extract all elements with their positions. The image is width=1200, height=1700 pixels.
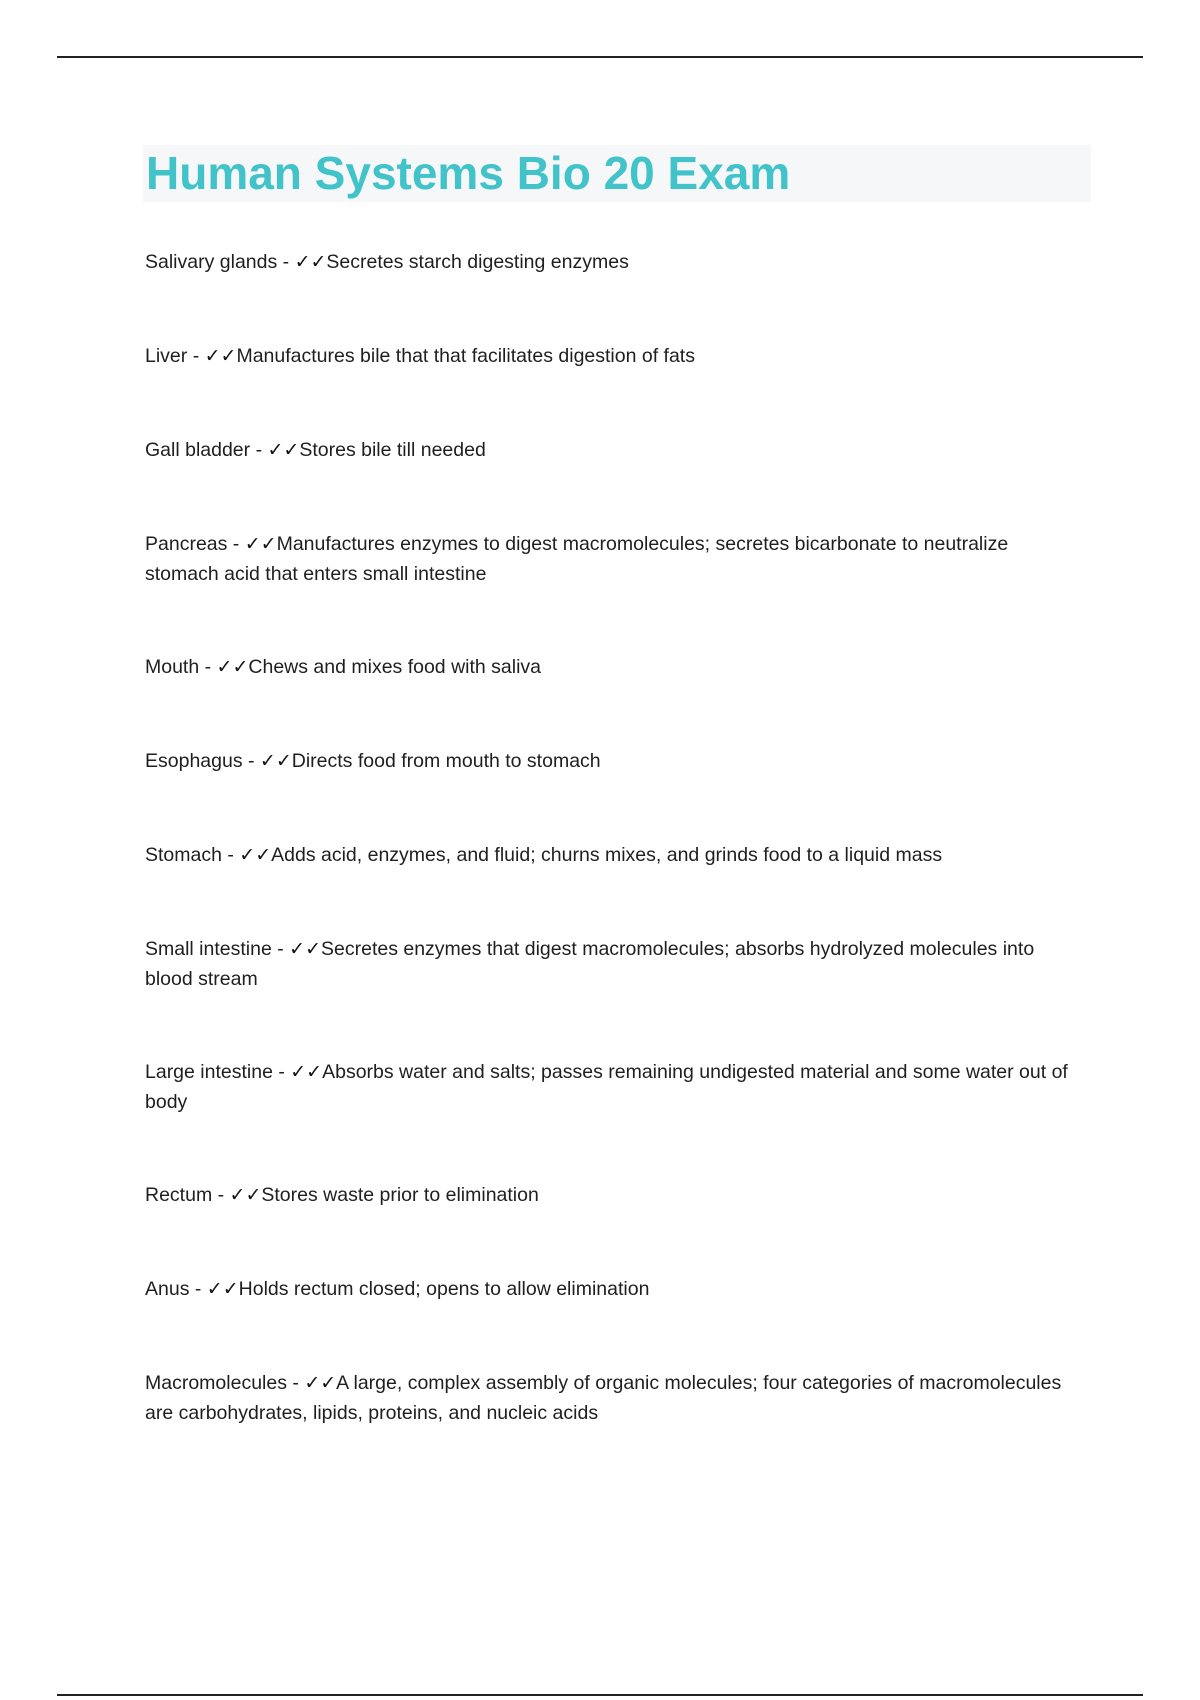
list-item-small-intestine bbox=[145, 934, 1085, 994]
double-check-icon: ✓✓ bbox=[259, 750, 292, 772]
double-check-icon: ✓✓ bbox=[294, 251, 327, 273]
flashcard-list bbox=[145, 247, 1085, 1491]
double-check-icon: ✓✓ bbox=[289, 938, 321, 960]
list-item-pancreas bbox=[145, 529, 1085, 589]
entry-definition: Manufactures enzymes to digest macromolecules; secretes bicarbonate to neutralize stomach acid that enters small intestine bbox=[145, 533, 1009, 585]
entry-separator: - bbox=[221, 844, 240, 866]
entry-separator: - bbox=[212, 1184, 230, 1206]
entry-term: Gall bladder bbox=[145, 439, 251, 461]
entry-term: Large intestine bbox=[145, 1061, 273, 1083]
entry-term: Salivary glands bbox=[145, 251, 278, 273]
entry-definition: A large, complex assembly of organic molecules; four categories of macromolecules are carbohydrates, lipids, proteins, and nucleic acids bbox=[145, 1372, 1062, 1424]
entry-term: Pancreas bbox=[145, 533, 228, 555]
double-check-icon: ✓✓ bbox=[206, 1278, 239, 1300]
entry-term: Mouth bbox=[145, 656, 200, 678]
entry-definition: Absorbs water and salts; passes remaining undigested material and some water out of body bbox=[145, 1061, 1068, 1113]
list-item-stomach bbox=[145, 840, 1085, 870]
list-item-large-intestine bbox=[145, 1057, 1085, 1117]
page-footer-rule bbox=[57, 1694, 1143, 1696]
entry-term: Stomach bbox=[145, 844, 222, 866]
entry-separator: - bbox=[227, 533, 245, 555]
entry-separator: - bbox=[250, 439, 268, 461]
double-check-icon: ✓✓ bbox=[216, 656, 249, 678]
list-item-salivary-glands bbox=[145, 247, 1085, 277]
list-item-macromolecules bbox=[145, 1368, 1085, 1428]
double-check-icon: ✓✓ bbox=[239, 844, 272, 866]
double-check-icon: ✓✓ bbox=[304, 1372, 337, 1394]
entry-separator: - bbox=[189, 1278, 207, 1300]
list-item-mouth bbox=[145, 652, 1085, 682]
entry-term: Macromolecules bbox=[145, 1372, 287, 1394]
entry-separator: - bbox=[286, 1372, 305, 1394]
entry-definition: Directs food from mouth to stomach bbox=[291, 750, 601, 772]
double-check-icon: ✓✓ bbox=[290, 1061, 323, 1083]
entry-term: Small intestine bbox=[145, 938, 272, 960]
double-check-icon: ✓✓ bbox=[267, 439, 300, 461]
entry-definition: Stores waste prior to elimination bbox=[261, 1184, 539, 1206]
entry-separator: - bbox=[187, 345, 205, 367]
entry-definition: Adds acid, enzymes, and fluid; churns mixes, and grinds food to a liquid mass bbox=[271, 844, 943, 866]
entry-definition: Manufactures bile that that facilitates digestion of fats bbox=[236, 345, 695, 367]
entry-term: Anus bbox=[145, 1278, 190, 1300]
entry-definition: Secretes starch digesting enzymes bbox=[326, 251, 629, 273]
list-item-liver bbox=[145, 341, 1085, 371]
list-item-rectum bbox=[145, 1180, 1085, 1210]
entry-separator: - bbox=[277, 251, 295, 273]
entry-separator: - bbox=[272, 1061, 291, 1083]
entry-definition: Secretes enzymes that digest macromolecules; absorbs hydrolyzed molecules into blood stream bbox=[145, 938, 1035, 990]
list-item-anus bbox=[145, 1274, 1085, 1304]
double-check-icon: ✓✓ bbox=[204, 345, 237, 367]
list-item-gall-bladder bbox=[145, 435, 1085, 465]
double-check-icon: ✓✓ bbox=[244, 533, 277, 555]
entry-definition: Holds rectum closed; opens to allow elimination bbox=[238, 1278, 650, 1300]
page-header-rule bbox=[57, 56, 1143, 58]
entry-separator: - bbox=[271, 938, 290, 960]
entry-definition: Stores bile till needed bbox=[299, 439, 486, 461]
entry-separator: - bbox=[242, 750, 260, 772]
list-item-esophagus bbox=[145, 746, 1085, 776]
document-title: Human Systems Bio 20 Exam bbox=[146, 147, 791, 199]
double-check-icon: ✓✓ bbox=[229, 1184, 262, 1206]
entry-separator: - bbox=[199, 656, 217, 678]
entry-term: Esophagus bbox=[145, 750, 243, 772]
entry-term: Liver bbox=[145, 345, 188, 367]
entry-term: Rectum bbox=[145, 1184, 213, 1206]
entry-definition: Chews and mixes food with saliva bbox=[248, 656, 542, 678]
